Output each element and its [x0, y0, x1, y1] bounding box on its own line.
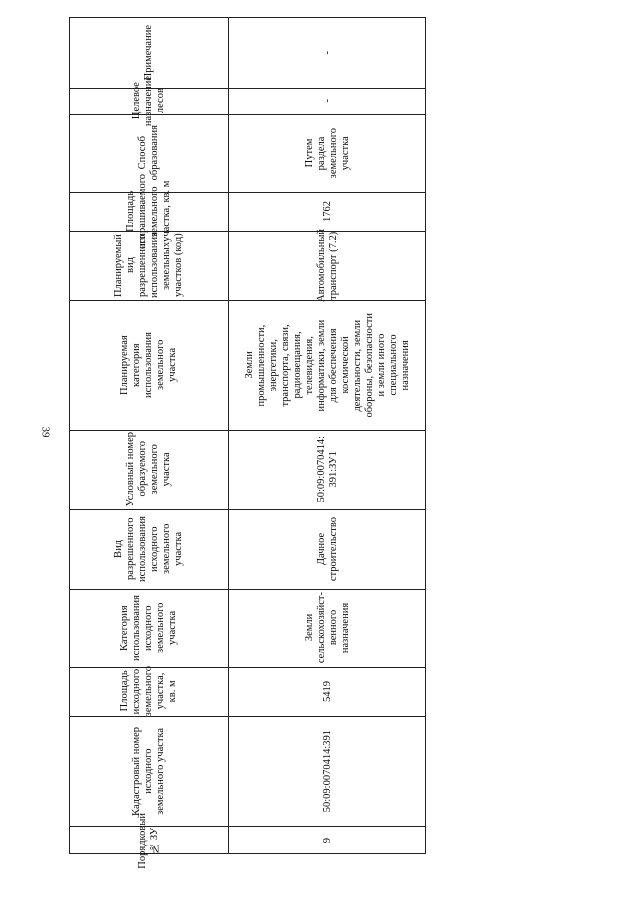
- cell-source-category: Земли сельскохозяйст- венного назначения: [303, 592, 351, 664]
- cell-source-area: 5419: [321, 681, 333, 702]
- cell-note: -: [321, 51, 333, 55]
- header-permitted-use: Вид разрешенного использования исходного земельного участка: [113, 516, 184, 582]
- header-source-area: Площадь исходного земельного участка, кв. м: [119, 666, 178, 717]
- cell-planned-category: Земли промышленности, энергетики, транспорта, связи, радиовещания, телевидения, информатики, земли для обеспечения космической деятельности, земли обороны, безопасности и земли иного специального назначения: [243, 312, 411, 418]
- cell-row-number: 9: [321, 837, 333, 844]
- header-note: Примечание: [143, 25, 154, 81]
- land-plot-table: [69, 17, 426, 869]
- cell-conditional-number: 50:09:0070414: 391:ЗУ1: [315, 436, 339, 503]
- header-cadastral-number: Кадастровый номер исходного земельного участка: [131, 726, 166, 816]
- cell-permitted-use: Дачное строительство: [315, 516, 339, 582]
- cell-formation-method: Путем раздела земельного участка: [303, 127, 351, 179]
- cell-forest-purpose: -: [321, 99, 333, 103]
- cell-requested-area: 1762: [321, 201, 333, 222]
- header-row-number: Порядковый № ЗУ: [137, 812, 160, 869]
- header-source-category: Категория использования исходного земельного участка: [119, 595, 178, 661]
- header-planned-use: Планируемый вид разрешенного использования земельных участков (код): [113, 232, 184, 299]
- cell-planned-use: Автомобильный транспорт (7.2): [315, 229, 339, 302]
- header-conditional-number: Условный номер образуемого земельного участка: [125, 432, 172, 507]
- page-number: 39: [39, 426, 52, 438]
- header-formation-method: Способ образования: [137, 125, 160, 181]
- header-requested-area: Площадь испрашиваемого земельного участка, кв. м: [125, 174, 172, 249]
- header-forest-purpose: Целевое назначение лесов: [131, 75, 166, 127]
- header-planned-category: Планируемая категория использования земельного участка: [119, 332, 178, 398]
- cell-cadastral-number: 50:09:0070414:391: [321, 729, 333, 813]
